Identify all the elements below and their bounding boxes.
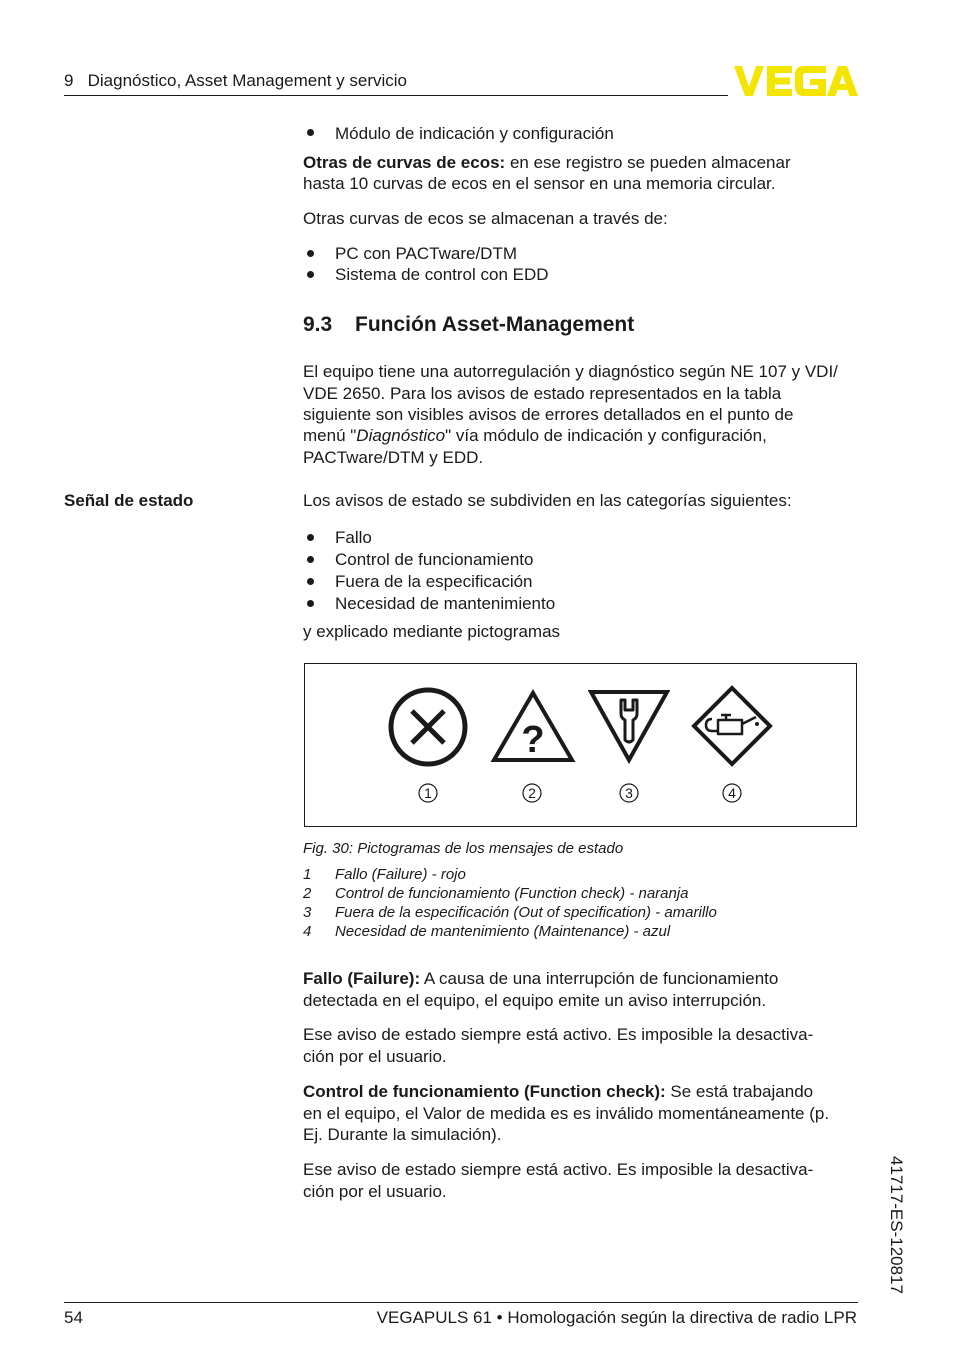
circled-number-4 (722, 783, 742, 803)
section-number: 9.3 (303, 313, 333, 336)
check-paragraph-line1 (303, 1081, 813, 1103)
category-item: Fuera de la especificación (335, 572, 533, 591)
legend-number: 1 (303, 866, 312, 883)
figure-caption: Fig. 30: Pictogramas de los mensajes de estado (303, 840, 624, 857)
bullet (307, 250, 314, 257)
category-item: Control de funcionamiento (335, 550, 534, 569)
circled-number-label: 3 (625, 785, 633, 801)
check-paragraph-line2: en el equipo, el Valor de medida es es inválido momentáneamente (p. (303, 1104, 830, 1123)
legend-number: 2 (303, 885, 312, 902)
section-title: Función Asset-Management (355, 313, 635, 336)
list-item: Módulo de indicación y configuración (335, 124, 614, 143)
echo-paragraph-line2: hasta 10 curvas de ecos en el sensor en una memoria circular. (303, 174, 776, 193)
bullet (307, 129, 314, 136)
footer-rule (64, 1302, 858, 1303)
document-id-text: 41717-ES-120817 (887, 1156, 906, 1295)
failure-bold-lead: Fallo (Failure): (303, 969, 421, 988)
body-line: El equipo tiene una autorregulación y diagnóstico según NE 107 y VDI/ (303, 362, 838, 381)
failure-paragraph-line1 (303, 968, 778, 990)
check-note-line1: Ese aviso de estado siempre está activo. Es imposible la desactiva- (303, 1160, 814, 1179)
out-of-spec-wrench-icon (588, 688, 670, 764)
echo-paragraph-line3: Otras curvas de ecos se almacenan a través de: (303, 209, 668, 228)
footer-document-title: VEGAPULS 61 • Homologación según la directiva de radio LPR (376, 1308, 857, 1327)
bullet (307, 271, 314, 278)
body-line: siguiente son visibles avisos de errores detallados en el punto de (303, 405, 794, 424)
body-line (303, 425, 767, 447)
echo-paragraph-line1 (303, 152, 791, 174)
legend-text: Necesidad de mantenimiento (Maintenance) - azul (335, 923, 671, 940)
category-item: Necesidad de mantenimiento (335, 594, 556, 613)
circled-number-2 (522, 783, 542, 803)
failure-line1-text: A causa de una interrupción de funcionamiento (420, 969, 779, 988)
legend-text: Control de funcionamiento (Function check) - naranja (335, 885, 689, 902)
circled-number-label: 4 (728, 785, 736, 801)
check-bold-lead: Control de funcionamiento (Function check): (303, 1082, 666, 1101)
status-intro: Los avisos de estado se subdividen en las categorías siguientes: (303, 491, 792, 510)
pictogram-intro: y explicado mediante pictogramas (303, 622, 561, 641)
bullet (307, 578, 314, 585)
menu-item-reference: Diagnóstico (356, 426, 446, 445)
category-item: Fallo (335, 528, 372, 547)
body-text: menú " (303, 426, 357, 445)
vega-logo (734, 65, 858, 102)
check-note-line2: ción por el usuario. (303, 1182, 447, 1201)
legend-text: Fallo (Failure) - rojo (335, 866, 466, 883)
legend-number: 3 (303, 904, 312, 921)
circled-number-label: 2 (528, 785, 536, 801)
failure-paragraph-line2: detectada en el equipo, el equipo emite un aviso interrupción. (303, 991, 767, 1010)
body-text: " vía módulo de indicación y configuración, (445, 426, 767, 445)
legend-number: 4 (303, 923, 312, 940)
circled-number-1 (418, 783, 438, 803)
header-rule (64, 95, 728, 96)
echo-bold-lead: Otras de curvas de ecos: (303, 153, 506, 172)
function-check-question-icon (490, 688, 576, 764)
echo-line1-text: en ese registro se pueden almacenar (505, 153, 791, 172)
failure-note-line2: ción por el usuario. (303, 1047, 447, 1066)
failure-note-line1: Ese aviso de estado siempre está activo. Es imposible la desactiva- (303, 1025, 814, 1044)
maintenance-oilcan-icon (690, 684, 774, 768)
list-item: PC con PACTware/DTM (335, 244, 518, 263)
running-header: 9 Diagnóstico, Asset Management y servicio (64, 71, 407, 90)
body-line: PACTware/DTM y EDD. (303, 448, 484, 467)
list-item: Sistema de control con EDD (335, 265, 549, 284)
body-line: VDE 2650. Para los avisos de estado representados en la tabla (303, 384, 782, 403)
failure-x-icon (386, 685, 470, 769)
circled-number-label: 1 (424, 785, 432, 801)
legend-text: Fuera de la especificación (Out of specification) - amarillo (335, 904, 717, 921)
question-mark-glyph: ? (521, 719, 545, 761)
bullet (307, 534, 314, 541)
check-paragraph-line3: Ej. Durante la simulación). (303, 1125, 502, 1144)
side-heading: Señal de estado (64, 491, 194, 510)
bullet (307, 556, 314, 563)
document-id-vertical (886, 1156, 906, 1306)
circled-number-3 (619, 783, 639, 803)
bullet (307, 600, 314, 607)
page-number: 54 (64, 1308, 83, 1327)
check-line1-text: Se está trabajando (665, 1082, 814, 1101)
